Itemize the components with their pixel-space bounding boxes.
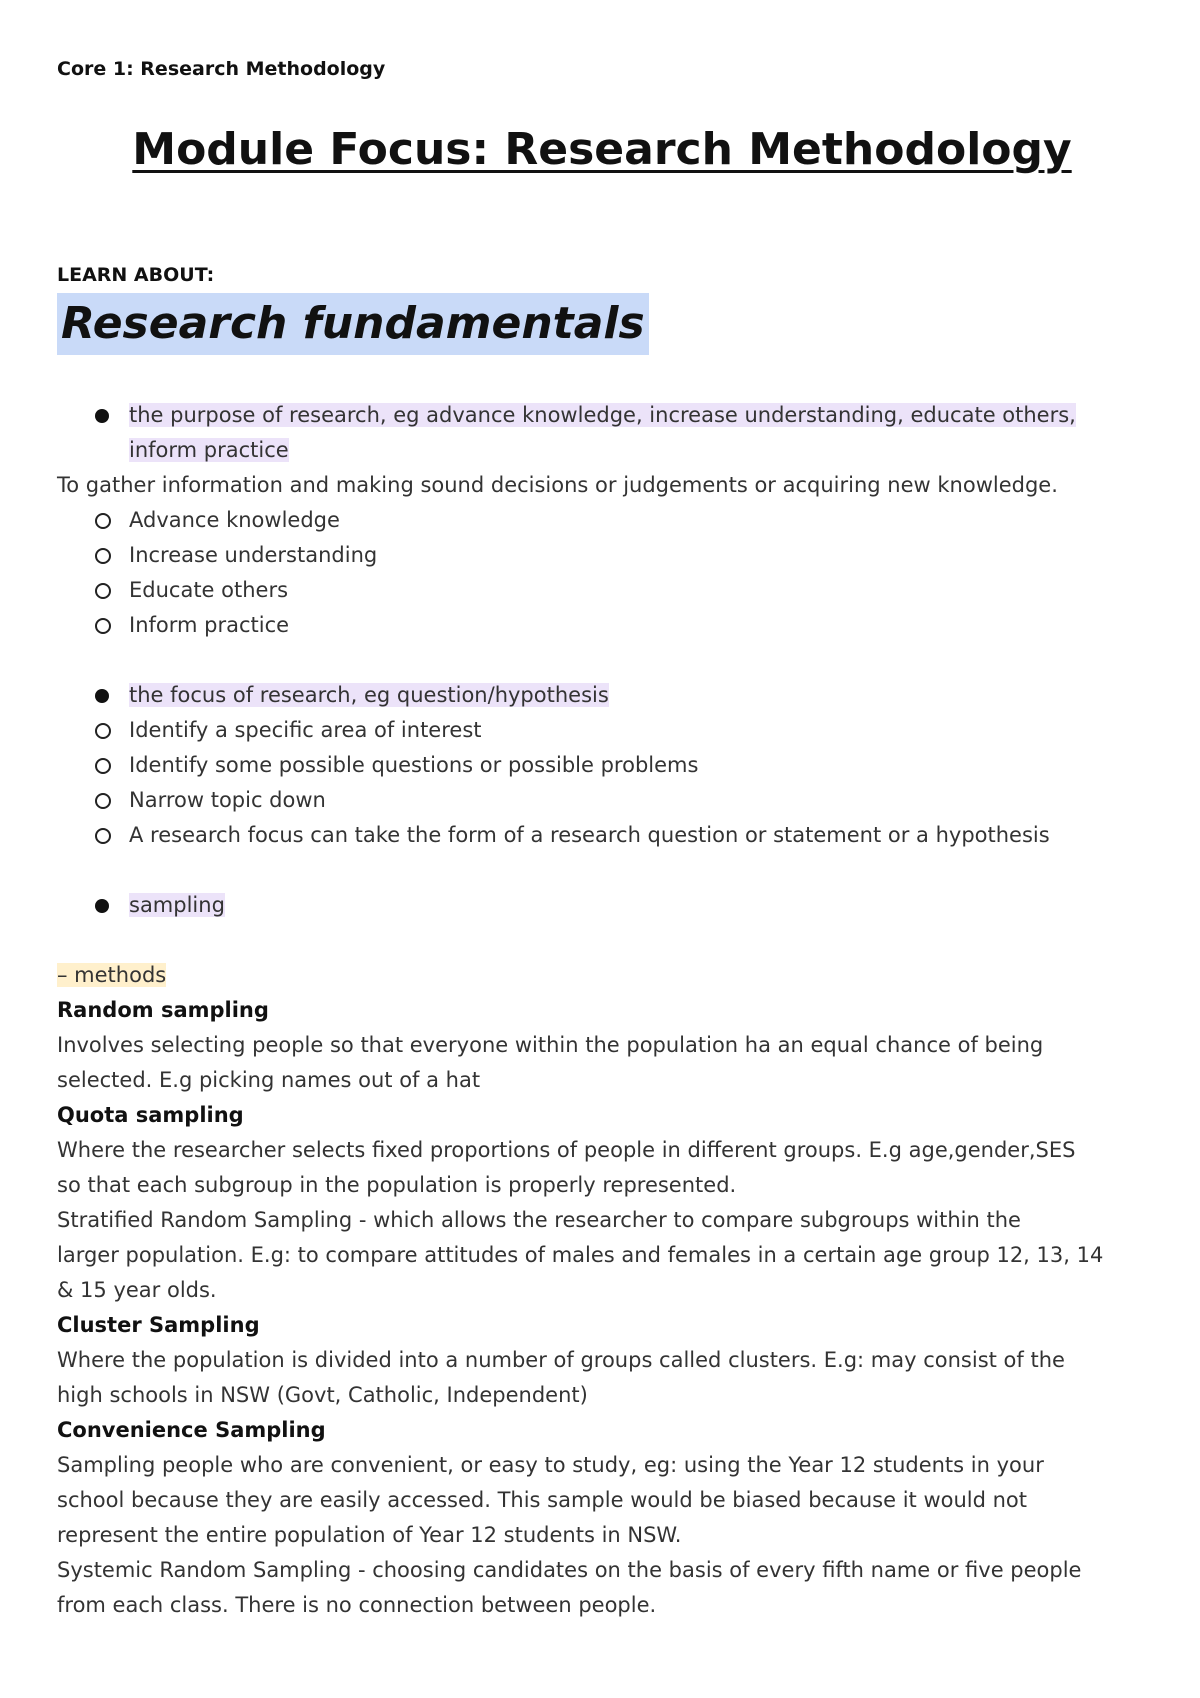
cluster-sampling-line: high schools in NSW (Govt, Catholic, Independent) xyxy=(57,1383,588,1407)
list-item xyxy=(57,818,1147,853)
section-heading: Research fundamentals xyxy=(57,293,649,355)
hollow-bullet-icon xyxy=(95,828,111,844)
quota-sampling-line: Where the researcher selects fixed proportions of people in different groups. E.g age,gender,SES xyxy=(57,1138,1076,1162)
bullet-focus xyxy=(57,678,1147,713)
bullet-sampling-text: sampling xyxy=(129,893,225,917)
list-item xyxy=(57,573,1147,608)
convenience-sampling-line: represent the entire population of Year 12 students in NSW. xyxy=(57,1523,682,1547)
stratified-sampling-line: Stratified Random Sampling - which allows the researcher to compare subgroups within the xyxy=(57,1208,1021,1232)
spacer xyxy=(57,923,1147,958)
cluster-sampling-heading: Cluster Sampling xyxy=(57,1313,260,1337)
list-item xyxy=(57,783,1147,818)
stratified-sampling-line: & 15 year olds. xyxy=(57,1278,217,1302)
learn-about-label: LEARN ABOUT: xyxy=(57,264,215,286)
list-item-text: Advance knowledge xyxy=(129,508,340,532)
hollow-bullet-icon xyxy=(95,513,111,529)
bullet-purpose-text-line2: inform practice xyxy=(129,438,289,462)
hollow-bullet-icon xyxy=(95,548,111,564)
hollow-bullet-icon xyxy=(95,793,111,809)
bullet-sampling xyxy=(57,888,1147,923)
spacer xyxy=(57,643,1147,678)
page-title xyxy=(57,124,1147,175)
list-item-text: A research focus can take the form of a research question or statement or a hypothesis xyxy=(129,823,1050,847)
course-header: Core 1: Research Methodology xyxy=(57,58,386,80)
list-item xyxy=(57,538,1147,573)
filled-bullet-icon xyxy=(95,899,109,913)
list-item xyxy=(57,748,1147,783)
systemic-sampling-line: Systemic Random Sampling - choosing candidates on the basis of every fifth name or five people xyxy=(57,1558,1082,1582)
list-item-text: Increase understanding xyxy=(129,543,378,567)
list-item-text: Educate others xyxy=(129,578,289,602)
list-item-text: Narrow topic down xyxy=(129,788,326,812)
list-item xyxy=(57,608,1147,643)
page-title-text: Module Focus: Research Methodology xyxy=(132,124,1072,175)
bullet-purpose-text-line1: the purpose of research, eg advance knowledge, increase understanding, educate others, xyxy=(129,403,1076,427)
convenience-sampling-heading: Convenience Sampling xyxy=(57,1418,326,1442)
list-item xyxy=(57,713,1147,748)
stratified-sampling-line: larger population. E.g: to compare attitudes of males and females in a certain age group 12, 13, 14 xyxy=(57,1243,1104,1267)
list-item-text: Identify a specific area of interest xyxy=(129,718,482,742)
convenience-sampling-line: school because they are easily accessed. This sample would be biased because it would not xyxy=(57,1488,1028,1512)
document-body xyxy=(57,398,1147,1623)
methods-label xyxy=(57,958,1147,993)
list-item xyxy=(57,503,1147,538)
list-item-text: Inform practice xyxy=(129,613,290,637)
bullet-focus-text: the focus of research, eg question/hypothesis xyxy=(129,683,609,707)
quota-sampling-heading: Quota sampling xyxy=(57,1103,244,1127)
cluster-sampling-line: Where the population is divided into a number of groups called clusters. E.g: may consist of the xyxy=(57,1348,1065,1372)
systemic-sampling-line: from each class. There is no connection between people. xyxy=(57,1593,657,1617)
convenience-sampling-line: Sampling people who are convenient, or easy to study, eg: using the Year 12 students in your xyxy=(57,1453,1044,1477)
random-sampling-heading: Random sampling xyxy=(57,998,269,1022)
hollow-bullet-icon xyxy=(95,758,111,774)
hollow-bullet-icon xyxy=(95,583,111,599)
hollow-bullet-icon xyxy=(95,618,111,634)
random-sampling-line: Involves selecting people so that everyone within the population ha an equal chance of being xyxy=(57,1033,1044,1057)
quota-sampling-line: so that each subgroup in the population is properly represented. xyxy=(57,1173,737,1197)
random-sampling-line: selected. E.g picking names out of a hat xyxy=(57,1068,481,1092)
purpose-definition: To gather information and making sound decisions or judgements or acquiring new knowledge. xyxy=(57,473,1058,497)
filled-bullet-icon xyxy=(95,689,109,703)
hollow-bullet-icon xyxy=(95,723,111,739)
methods-label-text: – methods xyxy=(57,963,167,987)
bullet-purpose xyxy=(57,398,1147,468)
filled-bullet-icon xyxy=(95,409,109,423)
spacer xyxy=(57,853,1147,888)
list-item-text: Identify some possible questions or possible problems xyxy=(129,753,699,777)
